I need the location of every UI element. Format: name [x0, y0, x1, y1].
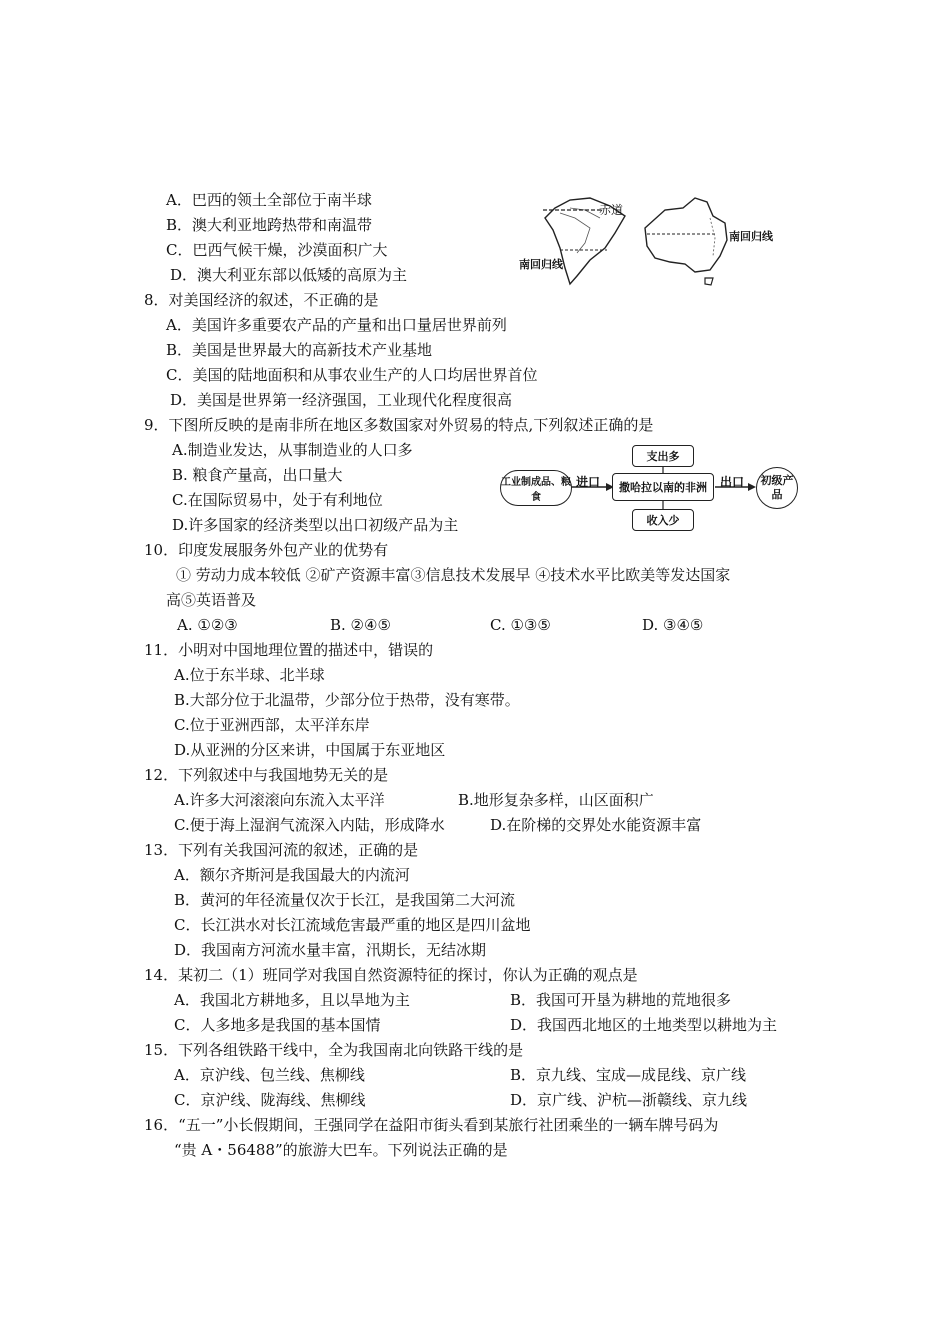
q12-option-a: A.许多大河滚滚向东流入太平洋 [174, 791, 385, 809]
australia-outline [645, 198, 727, 272]
q13-option-d: D．我国南方河流水量丰富，汛期长，无结冰期 [174, 941, 487, 959]
q9-stem: 9．下图所反映的是南非所在地区多数国家对外贸易的特点,下列叙述正确的是 [144, 416, 654, 434]
q14-stem: 14．某初二（1）班同学对我国自然资源特征的探讨，你认为正确的观点是 [144, 966, 638, 984]
q10-option-a: A. ①②③ [177, 616, 238, 634]
q11-option-b: B.大部分位于北温带，少部分位于热带，没有寒带。 [174, 691, 520, 709]
q9-option-c: C.在国际贸易中，处于有利地位 [172, 491, 383, 509]
primary-products-box: 初级产品 [756, 467, 798, 509]
q8-stem: 8．对美国经济的叙述，不正确的是 [144, 291, 379, 309]
q11-option-d: D.从亚洲的分区来讲，中国属于东亚地区 [174, 741, 446, 759]
q16-stem-line2: “贵 A・56488”的旅游大巴车。下列说法正确的是 [174, 1141, 508, 1159]
q15-option-d: D．京广线、沪杭—浙赣线、京九线 [510, 1091, 748, 1109]
import-goods-box: 工业制成品、粮食 [500, 470, 572, 506]
q9-option-d: D.许多国家的经济类型以出口初级产品为主 [172, 516, 459, 534]
q13-option-b: B．黄河的年径流量仅次于长江，是我国第二大河流 [174, 891, 516, 909]
q15-option-b: B．京九线、宝成—成昆线、京广线 [510, 1066, 747, 1084]
q11-stem: 11．小明对中国地理位置的描述中，错误的 [144, 641, 434, 659]
equator-label: 赤道 [599, 203, 624, 217]
q8-option-a: A．美国许多重要农产品的产量和出口量居世界前列 [166, 316, 507, 334]
q15-stem: 15．下列各组铁路干线中，全为我国南北向铁路干线的是 [144, 1041, 524, 1059]
q9-option-b: B. 粮食产量高，出口量大 [172, 466, 343, 484]
q16-stem-line1: 16．“五一”小长假期间，王强同学在益阳市街头看到某旅行社团乘坐的一辆车牌号码为 [144, 1116, 719, 1134]
q14-option-b: B．我国可开垦为耕地的荒地很多 [510, 991, 732, 1009]
export-label: 出口 [720, 475, 745, 489]
q13-option-c: C．长江洪水对长江流域危害最严重的地区是四川盆地 [174, 916, 531, 934]
africa-trade-diagram [498, 443, 803, 533]
q11-option-a: A.位于东半球、北半球 [174, 666, 325, 684]
q12-stem: 12．下列叙述中与我国地势无关的是 [144, 766, 389, 784]
q7-option-b: B．澳大利亚地跨热带和南温带 [166, 216, 373, 234]
sub-saharan-africa-box: 撒哈拉以南的非洲 [612, 473, 714, 501]
q7-option-a: A．巴西的领土全部位于南半球 [166, 191, 372, 209]
q15-option-c: C．京沪线、陇海线、焦柳线 [174, 1091, 366, 1109]
tropic-label-left: 南回归线 [519, 258, 563, 271]
q13-option-a: A．额尔齐斯河是我国最大的内流河 [174, 866, 410, 884]
south-america-australia-map [515, 188, 805, 288]
q13-stem: 13．下列有关我国河流的叙述，正确的是 [144, 841, 419, 859]
q12-option-d: D.在阶梯的交界处水能资源丰富 [490, 816, 702, 834]
import-label: 进口 [576, 475, 601, 489]
high-expenditure-box: 支出多 [632, 445, 694, 467]
q7-option-d: D．澳大利亚东部以低矮的高原为主 [170, 266, 408, 284]
q14-option-d: D．我国西北地区的土地类型以耕地为主 [510, 1016, 778, 1034]
q11-option-c: C.位于亚洲西部，太平洋东岸 [174, 716, 370, 734]
tasmania-outline [705, 278, 713, 285]
q8-option-b: B．美国是世界最大的高新技术产业基地 [166, 341, 433, 359]
q12-option-c: C.便于海上湿润气流深入内陆，形成降水 [174, 816, 445, 834]
low-income-box: 收入少 [632, 509, 694, 531]
q14-option-a: A．我国北方耕地多，且以旱地为主 [174, 991, 410, 1009]
q7-option-c: C．巴西气候干燥，沙漠面积广大 [166, 241, 388, 259]
q15-option-a: A．京沪线、包兰线、焦柳线 [174, 1066, 365, 1084]
q12-option-b: B.地形复杂多样，山区面积广 [458, 791, 654, 809]
q8-option-d: D．美国是世界第一经济强国，工业现代化程度很高 [170, 391, 513, 409]
q10-option-b: B. ②④⑤ [330, 616, 391, 634]
q10-stem: 10．印度发展服务外包产业的优势有 [144, 541, 389, 559]
q10-statements-line1: ① 劳动力成本较低 ②矿产资源丰富③信息技术发展早 ④技术水平比欧美等发达国家 [176, 566, 731, 584]
tropic-label-right: 南回归线 [729, 230, 773, 243]
q9-option-a: A.制造业发达，从事制造业的人口多 [172, 441, 413, 459]
q10-option-d: D. ③④⑤ [642, 616, 704, 634]
q14-option-c: C．人多地多是我国的基本国情 [174, 1016, 381, 1034]
q10-option-c: C. ①③⑤ [490, 616, 551, 634]
q8-option-c: C．美国的陆地面积和从事农业生产的人口均居世界首位 [166, 366, 538, 384]
q10-statements-line2: 高⑤英语普及 [166, 591, 257, 609]
